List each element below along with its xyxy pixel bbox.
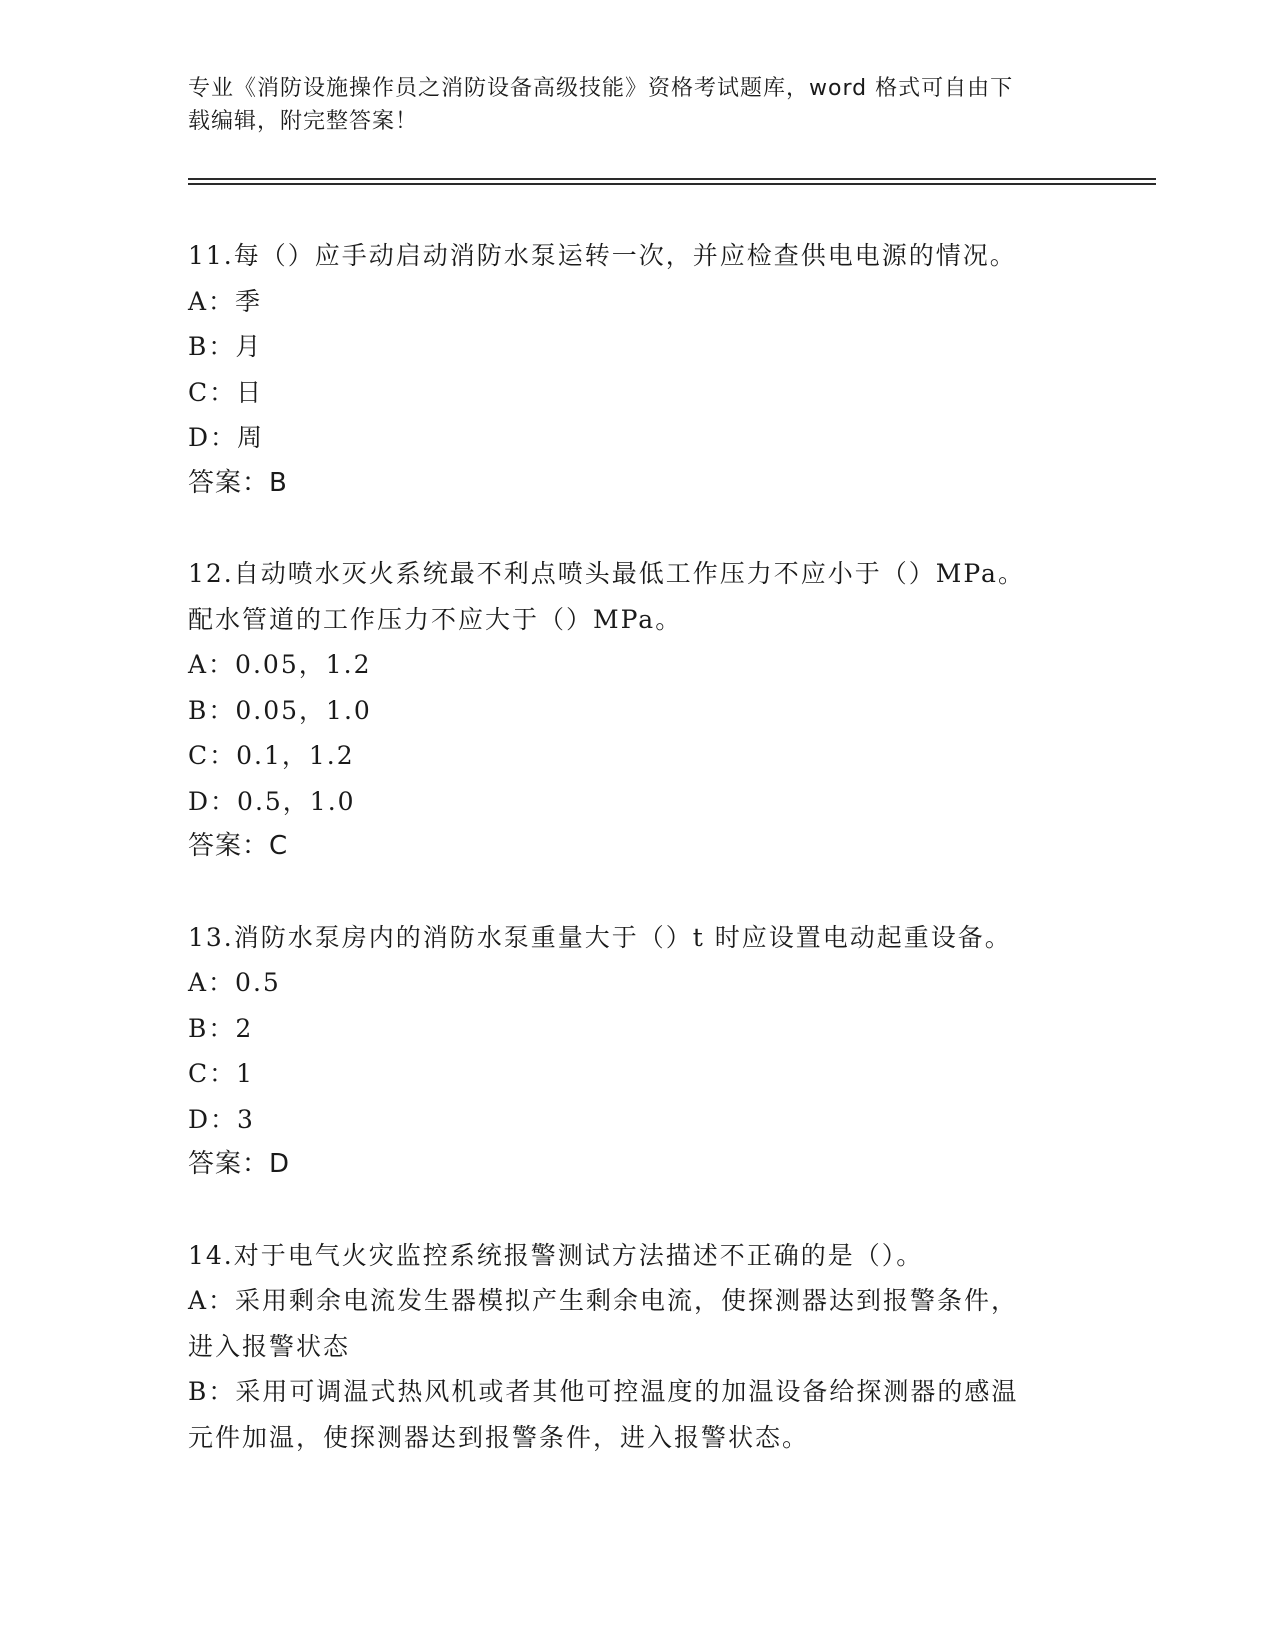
option-c: C：0.1，1.2 (188, 741, 355, 770)
header-rule-bottom (188, 183, 1156, 185)
option-a: A：季 (188, 286, 263, 316)
question-stem-continued: 配水管道的工作压力不应大于（）MPa。 (188, 604, 683, 634)
header-line: 载编辑，附完整答案！ (188, 109, 419, 134)
header-rule-top (188, 178, 1156, 180)
option-b: B：采用可调温式热风机或者其他可控温度的加温设备给探测器的感温 (188, 1377, 1019, 1406)
option-d: D：0.5，1.0 (188, 786, 356, 816)
option-b-continued: 元件加温，使探测器达到报警条件，进入报警状态。 (188, 1422, 810, 1452)
option-d: D：3 (188, 1104, 255, 1134)
document-header (188, 72, 1088, 138)
header-line: 专业《消防设施操作员之消防设备高级技能》资格考试题库，word 格式可自由下 (188, 76, 1014, 101)
option-a-continued: 进入报警状态 (188, 1331, 351, 1361)
option-c: C：日 (188, 377, 264, 407)
question-14 (188, 1233, 1148, 1461)
question-stem: 13.消防水泵房内的消防水泵重量大于（）t 时应设置电动起重设备。 (188, 922, 1012, 952)
answer-line: 答案：C (188, 831, 289, 861)
question-12 (188, 551, 1148, 870)
option-a: A：0.05，1.2 (188, 650, 372, 679)
option-b: B：月 (188, 332, 263, 361)
option-a: A：0.5 (188, 968, 281, 997)
question-stem: 11.每（）应手动启动消防水泵运转一次，并应检查供电电源的情况。 (188, 241, 1017, 270)
question-13 (188, 915, 1148, 1188)
option-c: C：1 (188, 1059, 255, 1088)
question-11 (188, 233, 1148, 506)
question-stem: 12.自动喷水灭火系统最不利点喷头最低工作压力不应小于（）MPa。 (188, 559, 1025, 588)
option-d: D：周 (188, 423, 265, 452)
answer-line: 答案：B (188, 467, 288, 498)
answer-line: 答案：D (188, 1149, 291, 1179)
option-a: A：采用剩余电流发生器模拟产生剩余电流，使探测器达到报警条件， (188, 1286, 1019, 1315)
option-b: B：0.05，1.0 (188, 695, 372, 725)
question-list (188, 233, 1148, 1505)
question-stem: 14.对于电气火灾监控系统报警测试方法描述不正确的是（）。 (188, 1240, 924, 1270)
option-b: B：2 (188, 1013, 254, 1043)
